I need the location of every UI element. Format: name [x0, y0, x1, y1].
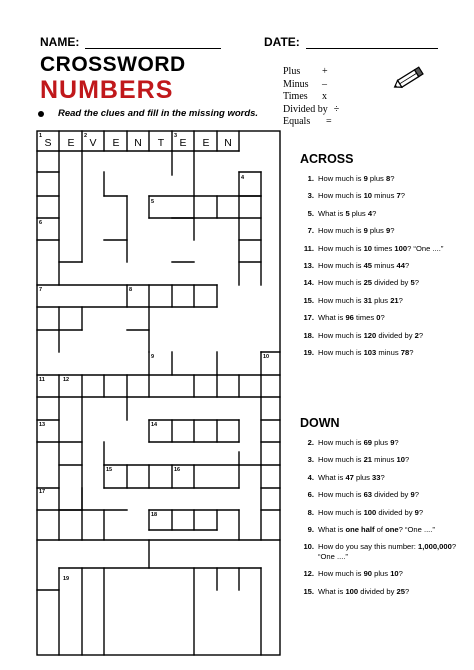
cell-number: 15	[106, 467, 113, 473]
across-clues	[300, 152, 470, 365]
clue-part: How do you say this number:	[318, 542, 419, 552]
clue-value: one half	[345, 525, 375, 535]
clue-value: 9	[363, 174, 368, 183]
legend-symbol: x	[322, 91, 327, 103]
clue-value: 10	[396, 455, 405, 465]
cell-letter[interactable]: S	[44, 137, 52, 149]
cell-letter[interactable]: E	[202, 137, 210, 149]
pencil-icon	[392, 64, 426, 92]
legend-word: Divided by	[283, 103, 328, 115]
clue-part: ?	[404, 261, 410, 271]
clue-value: 103	[363, 348, 377, 358]
clue-part: How much is	[318, 278, 364, 288]
clue-number: 4.	[307, 472, 314, 482]
title-crossword: CROSSWORD	[40, 53, 186, 76]
clue-item	[300, 278, 470, 287]
clue-text	[318, 587, 470, 596]
clue-number: 14.	[303, 278, 314, 288]
cell-number: 9	[151, 354, 155, 360]
across-heading: ACROSS	[300, 152, 354, 166]
cell-number: 5	[151, 199, 155, 205]
clue-part: How much is	[318, 490, 364, 500]
cell-number: 18	[151, 512, 158, 518]
clue-item	[300, 331, 470, 340]
clue-text	[318, 209, 470, 218]
clue-item	[300, 455, 470, 464]
clue-number: 9.	[307, 525, 314, 535]
clue-value: 120	[363, 330, 377, 340]
clue-text	[318, 261, 470, 270]
clue-value: 25	[363, 278, 373, 288]
cell-number: 17	[39, 489, 46, 495]
cell-letter[interactable]: V	[89, 137, 97, 149]
clue-part: divided by	[376, 330, 415, 340]
clue-value: 44	[396, 261, 405, 271]
clue-item	[300, 490, 470, 499]
clue-part: divided by	[376, 507, 415, 517]
clue-value: one	[385, 525, 399, 535]
legend-word: Minus	[283, 78, 309, 90]
clue-part: divided by	[372, 490, 411, 500]
clue-text	[318, 226, 470, 235]
clue-text	[318, 348, 470, 357]
clue-part: ?	[380, 313, 385, 323]
clue-part: minus	[372, 261, 397, 271]
clue-value: 21	[390, 295, 399, 305]
name-label: NAME:	[40, 35, 80, 49]
clue-text	[318, 313, 470, 322]
clue-value: 8	[385, 174, 391, 183]
cell-number: 3	[174, 133, 178, 139]
clue-item	[300, 508, 470, 517]
date-blank[interactable]	[306, 37, 438, 49]
clue-part: ?	[380, 472, 385, 482]
clue-item	[300, 473, 470, 482]
clue-value: 9	[410, 490, 415, 500]
clue-number: 17.	[303, 313, 314, 323]
clue-value: 45	[363, 261, 373, 271]
clue-part: ?	[390, 174, 395, 183]
clue-part: ? “One ....”	[407, 243, 444, 253]
cell-letter[interactable]: N	[134, 137, 142, 149]
clue-part: times	[372, 243, 395, 253]
clue-part: ?	[372, 208, 377, 218]
clue-text	[318, 174, 470, 183]
clue-text	[318, 191, 470, 200]
clue-item	[300, 438, 470, 447]
cell-number: 8	[129, 287, 133, 293]
clue-part: divided by	[358, 586, 397, 596]
clue-part: What is	[318, 472, 346, 482]
clue-item	[300, 226, 470, 235]
date-label: DATE:	[264, 35, 300, 49]
legend-symbol: –	[322, 78, 327, 90]
cell-letter[interactable]: N	[224, 137, 232, 149]
cell-number: 14	[151, 422, 158, 428]
clue-part: ?	[394, 438, 399, 447]
clue-part: divided by	[372, 278, 411, 288]
clue-part: plus	[372, 438, 391, 447]
clue-text	[318, 525, 470, 534]
clue-part: How much is	[318, 295, 364, 305]
clue-text	[318, 490, 470, 499]
clue-part: How much is	[318, 569, 364, 579]
clue-value: 4	[367, 208, 373, 218]
clue-value: 9	[414, 507, 419, 517]
clue-part: ?	[398, 569, 403, 579]
clue-part: ?	[418, 330, 424, 340]
clue-value: 33	[372, 472, 381, 482]
clue-value: 1,000,000	[418, 542, 452, 552]
clue-text	[318, 438, 470, 447]
down-clues	[300, 416, 470, 604]
clue-text	[318, 508, 470, 517]
cell-number: 2	[84, 133, 88, 139]
clue-value: 9	[385, 226, 391, 236]
clue-value: 69	[363, 438, 373, 447]
clue-part: ?	[390, 226, 395, 236]
clue-value: 100	[394, 243, 408, 253]
cell-letter[interactable]: E	[179, 137, 187, 149]
clue-part: ?	[409, 348, 414, 358]
clue-value: 5	[345, 208, 350, 218]
clue-value: 90	[363, 569, 373, 579]
clue-value: 100	[363, 507, 377, 517]
legend-symbol: =	[326, 116, 332, 128]
clue-part: How much is	[318, 174, 364, 183]
clue-number: 15.	[303, 586, 314, 596]
clue-value: 10	[363, 191, 373, 201]
clue-part: times	[353, 313, 377, 323]
clue-part: plus	[353, 472, 373, 482]
cell-letter[interactable]: E	[67, 137, 75, 149]
cell-letter[interactable]: E	[112, 137, 120, 149]
clue-part: ?	[398, 295, 403, 305]
cell-number: 12	[63, 377, 70, 383]
clue-value: 2	[414, 330, 419, 340]
clue-text	[318, 455, 470, 464]
clue-part: How much is	[318, 507, 364, 517]
clue-item	[300, 191, 470, 200]
cell-number: 4	[241, 175, 245, 181]
clue-item	[300, 174, 470, 183]
cell-number: 13	[39, 422, 46, 428]
clue-part: How much is	[318, 330, 364, 340]
title-numbers: NUMBERS	[40, 76, 174, 104]
clue-part: plus	[367, 174, 386, 183]
clue-number: 11.	[303, 243, 314, 253]
clue-item	[300, 244, 470, 253]
clue-text	[318, 542, 470, 561]
legend-symbol: +	[322, 66, 328, 77]
clue-part: ?	[404, 586, 410, 596]
clue-item	[300, 587, 470, 596]
clue-part: plus	[372, 295, 391, 305]
clue-part: ?	[400, 191, 405, 201]
clue-part: plus	[349, 208, 368, 218]
clue-part: How much is	[318, 455, 364, 465]
clue-item	[300, 261, 470, 270]
cell-number: 6	[39, 220, 43, 226]
clue-part: How much is	[318, 438, 364, 447]
clue-part: How much is	[318, 226, 364, 236]
clue-part: How much is	[318, 243, 364, 253]
clue-part: ?	[404, 455, 410, 465]
legend-word: Equals	[283, 116, 311, 128]
clue-part: plus	[372, 569, 391, 579]
clue-value: 9	[390, 438, 395, 447]
clue-number: 2.	[307, 438, 314, 447]
clue-number: 10.	[303, 542, 314, 552]
clue-part: ?	[414, 490, 419, 500]
clue-item	[300, 542, 470, 561]
clue-number: 13.	[303, 261, 314, 271]
grid-frame	[37, 131, 280, 655]
clue-part: minus	[372, 455, 397, 465]
legend-symbol: ÷	[333, 103, 340, 115]
clue-part: minus	[376, 348, 401, 358]
clue-value: 31	[363, 295, 373, 305]
clue-part: What is	[318, 525, 346, 535]
clue-item	[300, 209, 470, 218]
legend-word: Plus	[283, 66, 301, 77]
clue-part: What is	[318, 208, 346, 218]
cell-number: 11	[39, 377, 45, 383]
clue-value: 96	[345, 313, 354, 323]
clue-item	[300, 348, 470, 357]
clue-item	[300, 569, 470, 578]
clue-number: 5.	[307, 208, 314, 218]
cell-letter[interactable]: T	[157, 137, 165, 149]
clue-value: 5	[410, 278, 415, 288]
clue-text	[318, 244, 470, 253]
clue-number: 6.	[307, 490, 314, 500]
clue-part: What is	[318, 313, 346, 323]
clue-text	[318, 278, 470, 287]
clue-number: 8.	[307, 507, 314, 517]
clue-part: ?	[418, 507, 424, 517]
clue-number: 12.	[303, 569, 314, 579]
clue-text	[318, 331, 470, 340]
clue-number: 15.	[303, 295, 314, 305]
cell-number: 19	[63, 576, 70, 582]
clue-text	[318, 569, 470, 578]
clue-value: 10	[363, 243, 373, 253]
cell-number: 10	[263, 354, 270, 360]
clue-item	[300, 313, 470, 322]
clue-value: 100	[345, 586, 359, 596]
clue-value: 10	[390, 569, 399, 579]
clue-number: 3.	[307, 455, 314, 465]
legend-word: Times	[283, 91, 308, 103]
clue-text	[318, 473, 470, 482]
clue-part: of	[374, 525, 386, 535]
cell-number: 16	[174, 467, 181, 473]
clue-value: 7	[396, 191, 401, 201]
clue-value: 9	[363, 226, 368, 236]
clue-number: 19.	[303, 348, 314, 358]
clue-item	[300, 525, 470, 534]
instruction-text: Read the clues and fill in the missing words.	[58, 108, 259, 119]
clue-value: 21	[363, 455, 373, 465]
clue-part: minus	[372, 191, 397, 201]
clue-value: 63	[363, 490, 373, 500]
clue-part: How much is	[318, 261, 364, 271]
clue-part: How much is	[318, 191, 364, 201]
clue-item	[300, 296, 470, 305]
cell-number: 7	[39, 287, 43, 293]
clue-part: What is	[318, 586, 346, 596]
clue-part: ?	[414, 278, 419, 288]
down-heading: DOWN	[300, 416, 340, 430]
clue-part: ? “One ....”	[398, 525, 435, 535]
clue-number: 1.	[307, 174, 314, 183]
clue-number: 7.	[307, 226, 314, 236]
clue-value: 78	[400, 348, 410, 358]
clue-text	[318, 296, 470, 305]
clue-number: 3.	[307, 191, 314, 201]
clue-part: plus	[367, 226, 386, 236]
clue-value: 47	[345, 472, 354, 482]
cell-number: 1	[39, 133, 43, 139]
clue-part: How much is	[318, 348, 364, 358]
clue-part: ? “One ....”	[318, 542, 457, 561]
clue-number: 18.	[303, 330, 314, 340]
clue-value: 25	[396, 586, 405, 596]
clue-value: 0	[376, 313, 381, 323]
